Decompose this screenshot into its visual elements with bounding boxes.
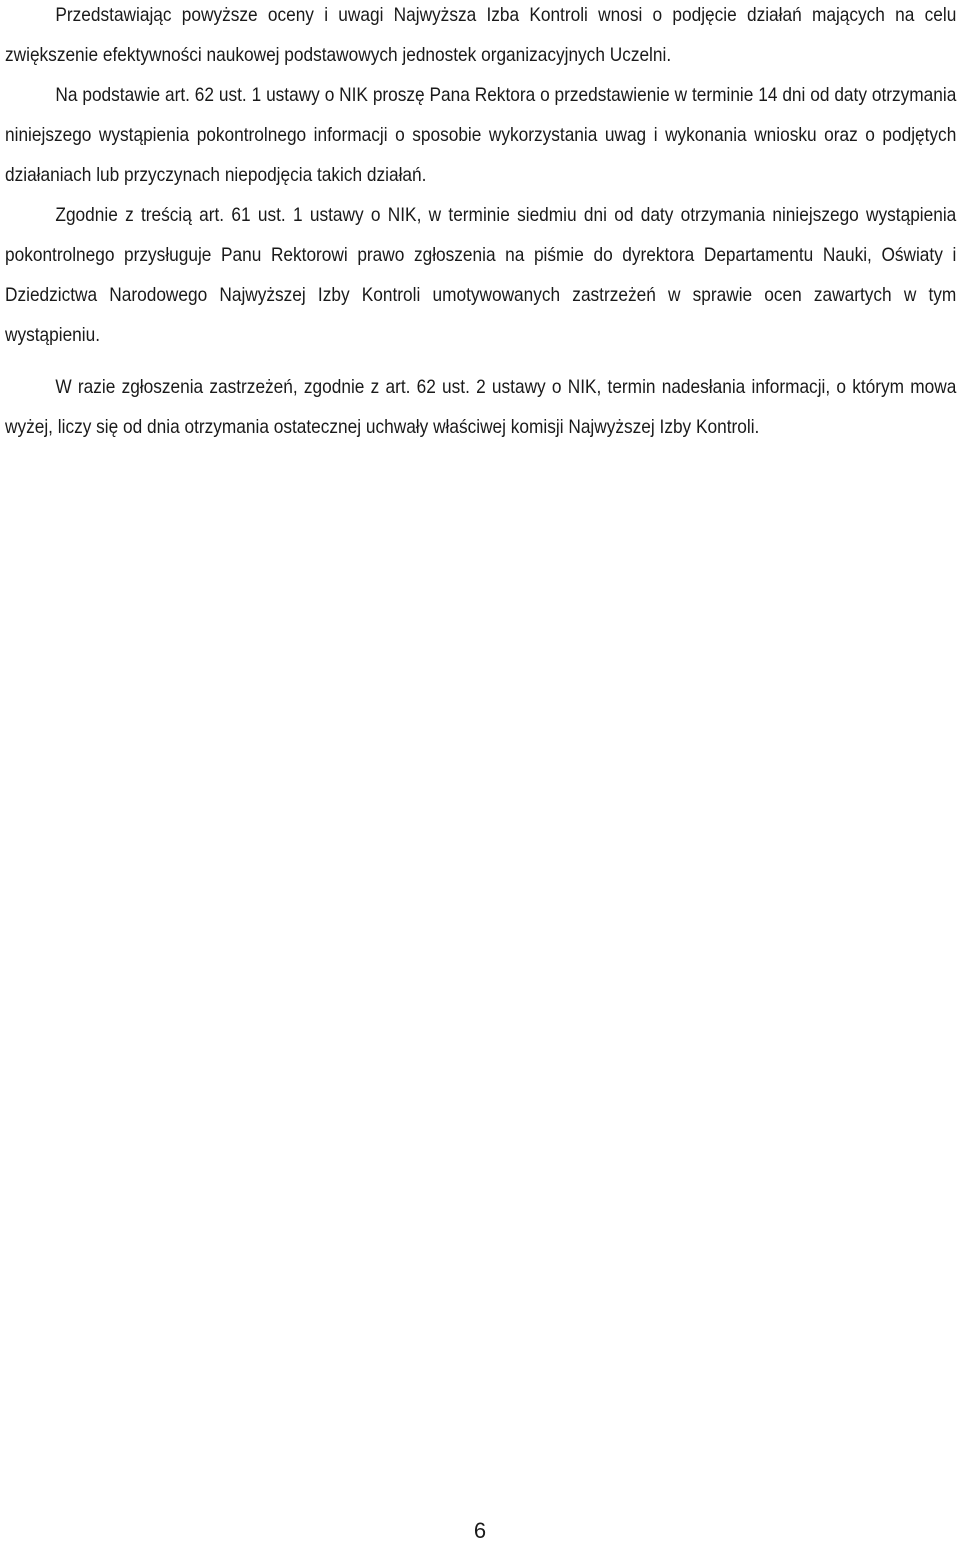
- paragraph-deadline-note: W razie zgłoszenia zastrzeżeń, zgodnie z art. 62 ust. 2 ustawy o NIK, termin nadesłania informacji, o którym mowa wyżej, liczy się od dnia otrzymania ostatecznej uchwały właściwej komisji Najwyższej Izby Kontroli.: [5, 377, 957, 438]
- paragraph-conclusions: Przedstawiając powyższe oceny i uwagi Najwyższa Izba Kontroli wnosi o podjęcie działań mających na celu zwiększenie efektywności naukowej podstawowych jednostek organizacyjnych Uczelni.: [5, 5, 957, 66]
- document-body: [5, 0, 956, 448]
- page-number: 6: [473, 1518, 487, 1543]
- paragraph-information-request: Na podstawie art. 62 ust. 1 ustawy o NIK proszę Pana Rektora o przedstawienie w terminie 14 dni od daty otrzymania niniejszego wystąpienia pokontrolnego informacji o sposobie wykorzystania uwag i wykonania wniosku oraz o podjętych działaniach lub przyczynach niepodjęcia takich działań.: [5, 85, 957, 186]
- paragraph-objection-right: Zgodnie z treścią art. 61 ust. 1 ustawy o NIK, w terminie siedmiu dni od daty otrzymania niniejszego wystąpienia pokontrolnego przysługuje Panu Rektorowi prawo zgłoszenia na piśmie do dyrektora Departamentu Nauki, Oświaty i Dziedzictwa Narodowego Najwyższej Izby Kontroli umotywowanych zastrzeżeń w sprawie ocen zawartych w tym wystąpieniu.: [5, 205, 957, 346]
